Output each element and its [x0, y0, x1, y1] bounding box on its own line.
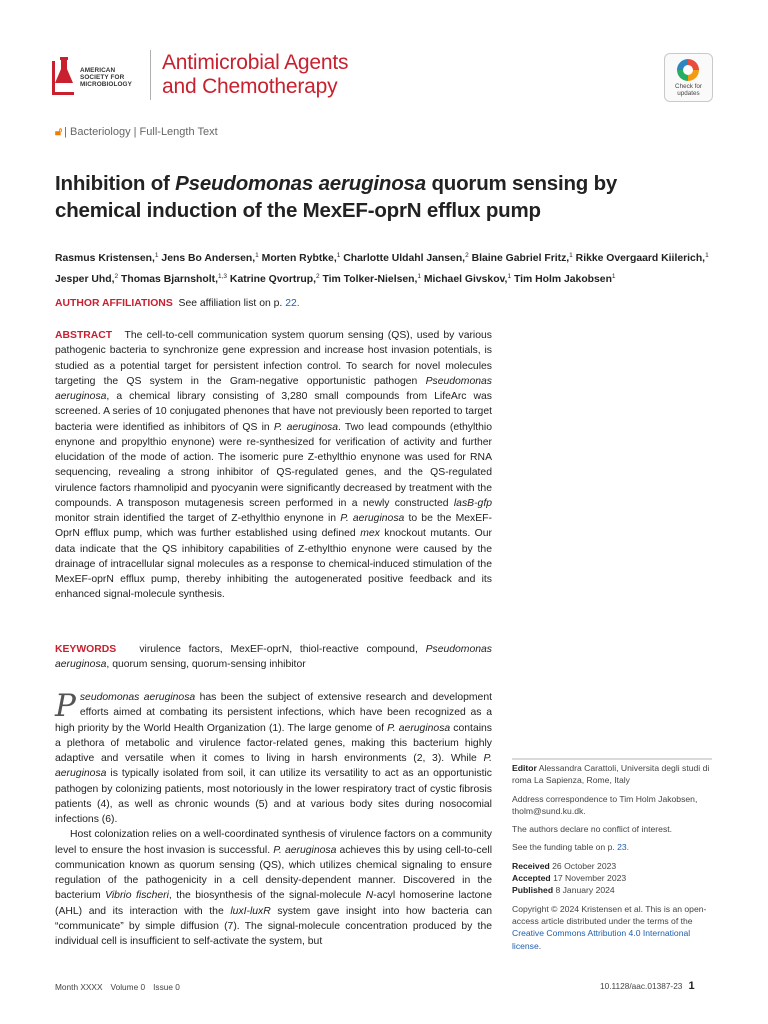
author-list — [55, 247, 725, 289]
abstract: ABSTRACT The cell-to-cell communication system quorum sensing (QS), used by various pathogenic bacteria to synchronize gene expression and increase host invasion potentials, is studied as a potential target for persistent infection control. To search for novel molecules targeting the QS system in the Gram-negative opportunistic pathogen Pseudomonas aeruginosa, a chemical library consisting of 3,280 small compounds from LifeArc was screened. A series of 10 conjugated phenones that have not previously been reported to target bacteria were identified as inhibitors of QS in P. aeruginosa. Two lead compounds (ethylthio enynone and propylthio enynone) were re-synthesized for verification of activity and further elucidation of the mode of action. The isomeric pure Z-ethylthio enynone was used for RNA sequencing, revealing a strong inhibitor of QS-regulated genes, and the QS-regulated virulence factors rhamnolipid and pyocyanin were significantly decreased by treatment with the compounds. A transposon mutagenesis screen performed in a newly constructed lasB-gfp monitor strain identified the target of Z-ethylthio enynone in P. aeruginosa to be the MexEF-OprN efflux pump, which was further established using defined mex knockout mutants. Our data indicate that the QS inhibitory capabilities of Z-ethylthio enynone were caused by the drainage of intracellular signal molecules as a response to chemical-induced stimulation of the MexEF-oprN efflux pump, thereby inhibiting the autogenerated positive feedback and its enhanced signal-molecule synthesis. — [55, 330, 493, 601]
abstract-label: ABSTRACT — [55, 330, 113, 341]
author[interactable]: Charlotte Uldahl Jansen,$^2$ — [340, 252, 469, 264]
affiliations-text: See affiliation list on p. — [178, 298, 283, 309]
affiliations-label: AUTHOR AFFILIATIONS — [55, 298, 173, 309]
author[interactable]: Jens Bo Andersen,$^1$ — [158, 252, 259, 264]
copyright-notice: Copyright © 2024 Kristensen et al. This is an open-access article distributed under the terms of the Creative Commons Attribution 4.0 International license. — [512, 903, 707, 951]
header-divider — [150, 50, 151, 100]
check-for-updates-button[interactable] — [664, 53, 713, 102]
article-title: Inhibition of Pseudomonas aeruginosa quorum sensing by chemical induction of the MexEF-oprN efflux pump — [55, 172, 618, 222]
doi-link[interactable]: 10.1128/aac.01387-23 — [600, 981, 683, 991]
article-dates — [512, 860, 712, 897]
author[interactable]: Rasmus Kristensen,$^1$ — [55, 252, 159, 264]
funding-info: See the funding table on p. 23. — [512, 842, 630, 853]
editor-info: Editor Alessandra Carattoli, Universita degli studi di roma La Sapienza, Rome, Italy — [512, 763, 710, 786]
correspondence: Address correspondence to Tim Holm Jakobsen, tholm@sund.ku.dk. — [512, 793, 698, 816]
article-category — [55, 126, 218, 139]
category-text: | Bacteriology | Full-Length Text — [64, 126, 218, 138]
footer-doi — [600, 980, 695, 992]
footer-issue: Issue 0 — [153, 982, 180, 992]
asm-logo — [52, 55, 147, 99]
author[interactable]: Thomas Bjarnsholt,$^{1,3}$ — [118, 273, 228, 285]
drop-cap: P — [55, 688, 76, 724]
footer-issue-info — [55, 982, 188, 992]
body-text — [55, 690, 492, 949]
published-date: Published 8 January 2024 — [512, 885, 615, 896]
author[interactable]: Tim Holm Jakobsen$^1$ — [511, 273, 616, 285]
body-paragraph: Pseudomonas aeruginosa has been the subject of extensive research and development efforts aimed at combating its persistent infections, which have been recognized as a high priority by the World Health Organization (1). The large genome of P. aeruginosa contains a plethora of metabolic and virulence factor-related genes, making this bacterium highly adaptive and versatile when it comes to living in harsh environments (2, 3). While P. aeruginosa is typically isolated from soil, it can utilize its versatility to act as an opportunistic pathogen by colonizing patients, most notoriously in the lower respiratory tract of cystic fibrosis patients (4), as well as chronic wounds (5) and at various body sites during nosocomial infections (6). — [55, 688, 493, 825]
society-name: AMERICAN SOCIETY FOR MICROBIOLOGY — [80, 67, 132, 88]
license-link[interactable]: Creative Commons Attribution 4.0 International license — [512, 928, 691, 951]
keywords: KEYWORDS virulence factors, MexEF-oprN, thiol-reactive compound, Pseudomonas aeruginosa, quorum sensing, quorum-sensing inhibitor — [55, 644, 492, 671]
author[interactable]: Morten Rybtke,$^1$ — [258, 252, 341, 264]
updates-label: Check for updates — [675, 83, 702, 97]
received-date: Received 26 October 2023 — [512, 860, 617, 871]
journal-title[interactable]: Antimicrobial Agents and Chemotherapy — [162, 51, 349, 98]
page-number: 1 — [688, 980, 695, 992]
footer-volume: Volume 0 — [110, 982, 146, 992]
open-access-icon: 🔓︎ — [55, 126, 63, 138]
author-affiliations — [55, 298, 300, 309]
footer-month: Month XXXX — [55, 982, 103, 992]
author[interactable]: Jesper Uhd,$^2$ — [55, 273, 119, 285]
updates-icon — [677, 59, 699, 81]
author[interactable]: Blaine Gabriel Fritz,$^1$ — [468, 252, 573, 264]
body-paragraph: Host colonization relies on a well-coordinated synthesis of virulence factors on a community level to ensure the host invasion is successful. P. aeruginosa achieves this by using cell-to-cell communication known as quorum sensing (QS), which utilizes chemical signaling to ensure regulation of the pathogenicity in a cell density-dependent manner. Discovered in the bacterium Vibrio fischeri, the biosynthesis of the signal-molecule N-acyl homoserine lactone (AHL) and its interaction with the luxI-luxR system gave insight into how bacteria can “communicate” by simple diffusion (7). The signal-molecule concentration produced by the individual cell is insufficient to self-activate the system, but — [55, 829, 492, 947]
asm-flask-icon — [52, 55, 78, 99]
author[interactable]: Michael Givskov,$^1$ — [421, 273, 512, 285]
author[interactable]: Katrine Qvortrup,$^2$ — [227, 273, 320, 285]
funding-page-link[interactable]: 23. — [617, 842, 630, 853]
accepted-date: Accepted 17 November 2023 — [512, 873, 627, 884]
author[interactable]: Tim Tolker-Nielsen,$^1$ — [319, 273, 421, 285]
affiliations-page-link[interactable]: 22. — [285, 298, 300, 309]
author[interactable]: Rikke Overgaard Kiilerich,$^1$ — [572, 252, 709, 264]
keywords-label: KEYWORDS — [55, 644, 117, 655]
conflict-statement: The authors declare no conflict of interest. — [512, 824, 673, 835]
article-info-sidebar — [512, 758, 712, 958]
